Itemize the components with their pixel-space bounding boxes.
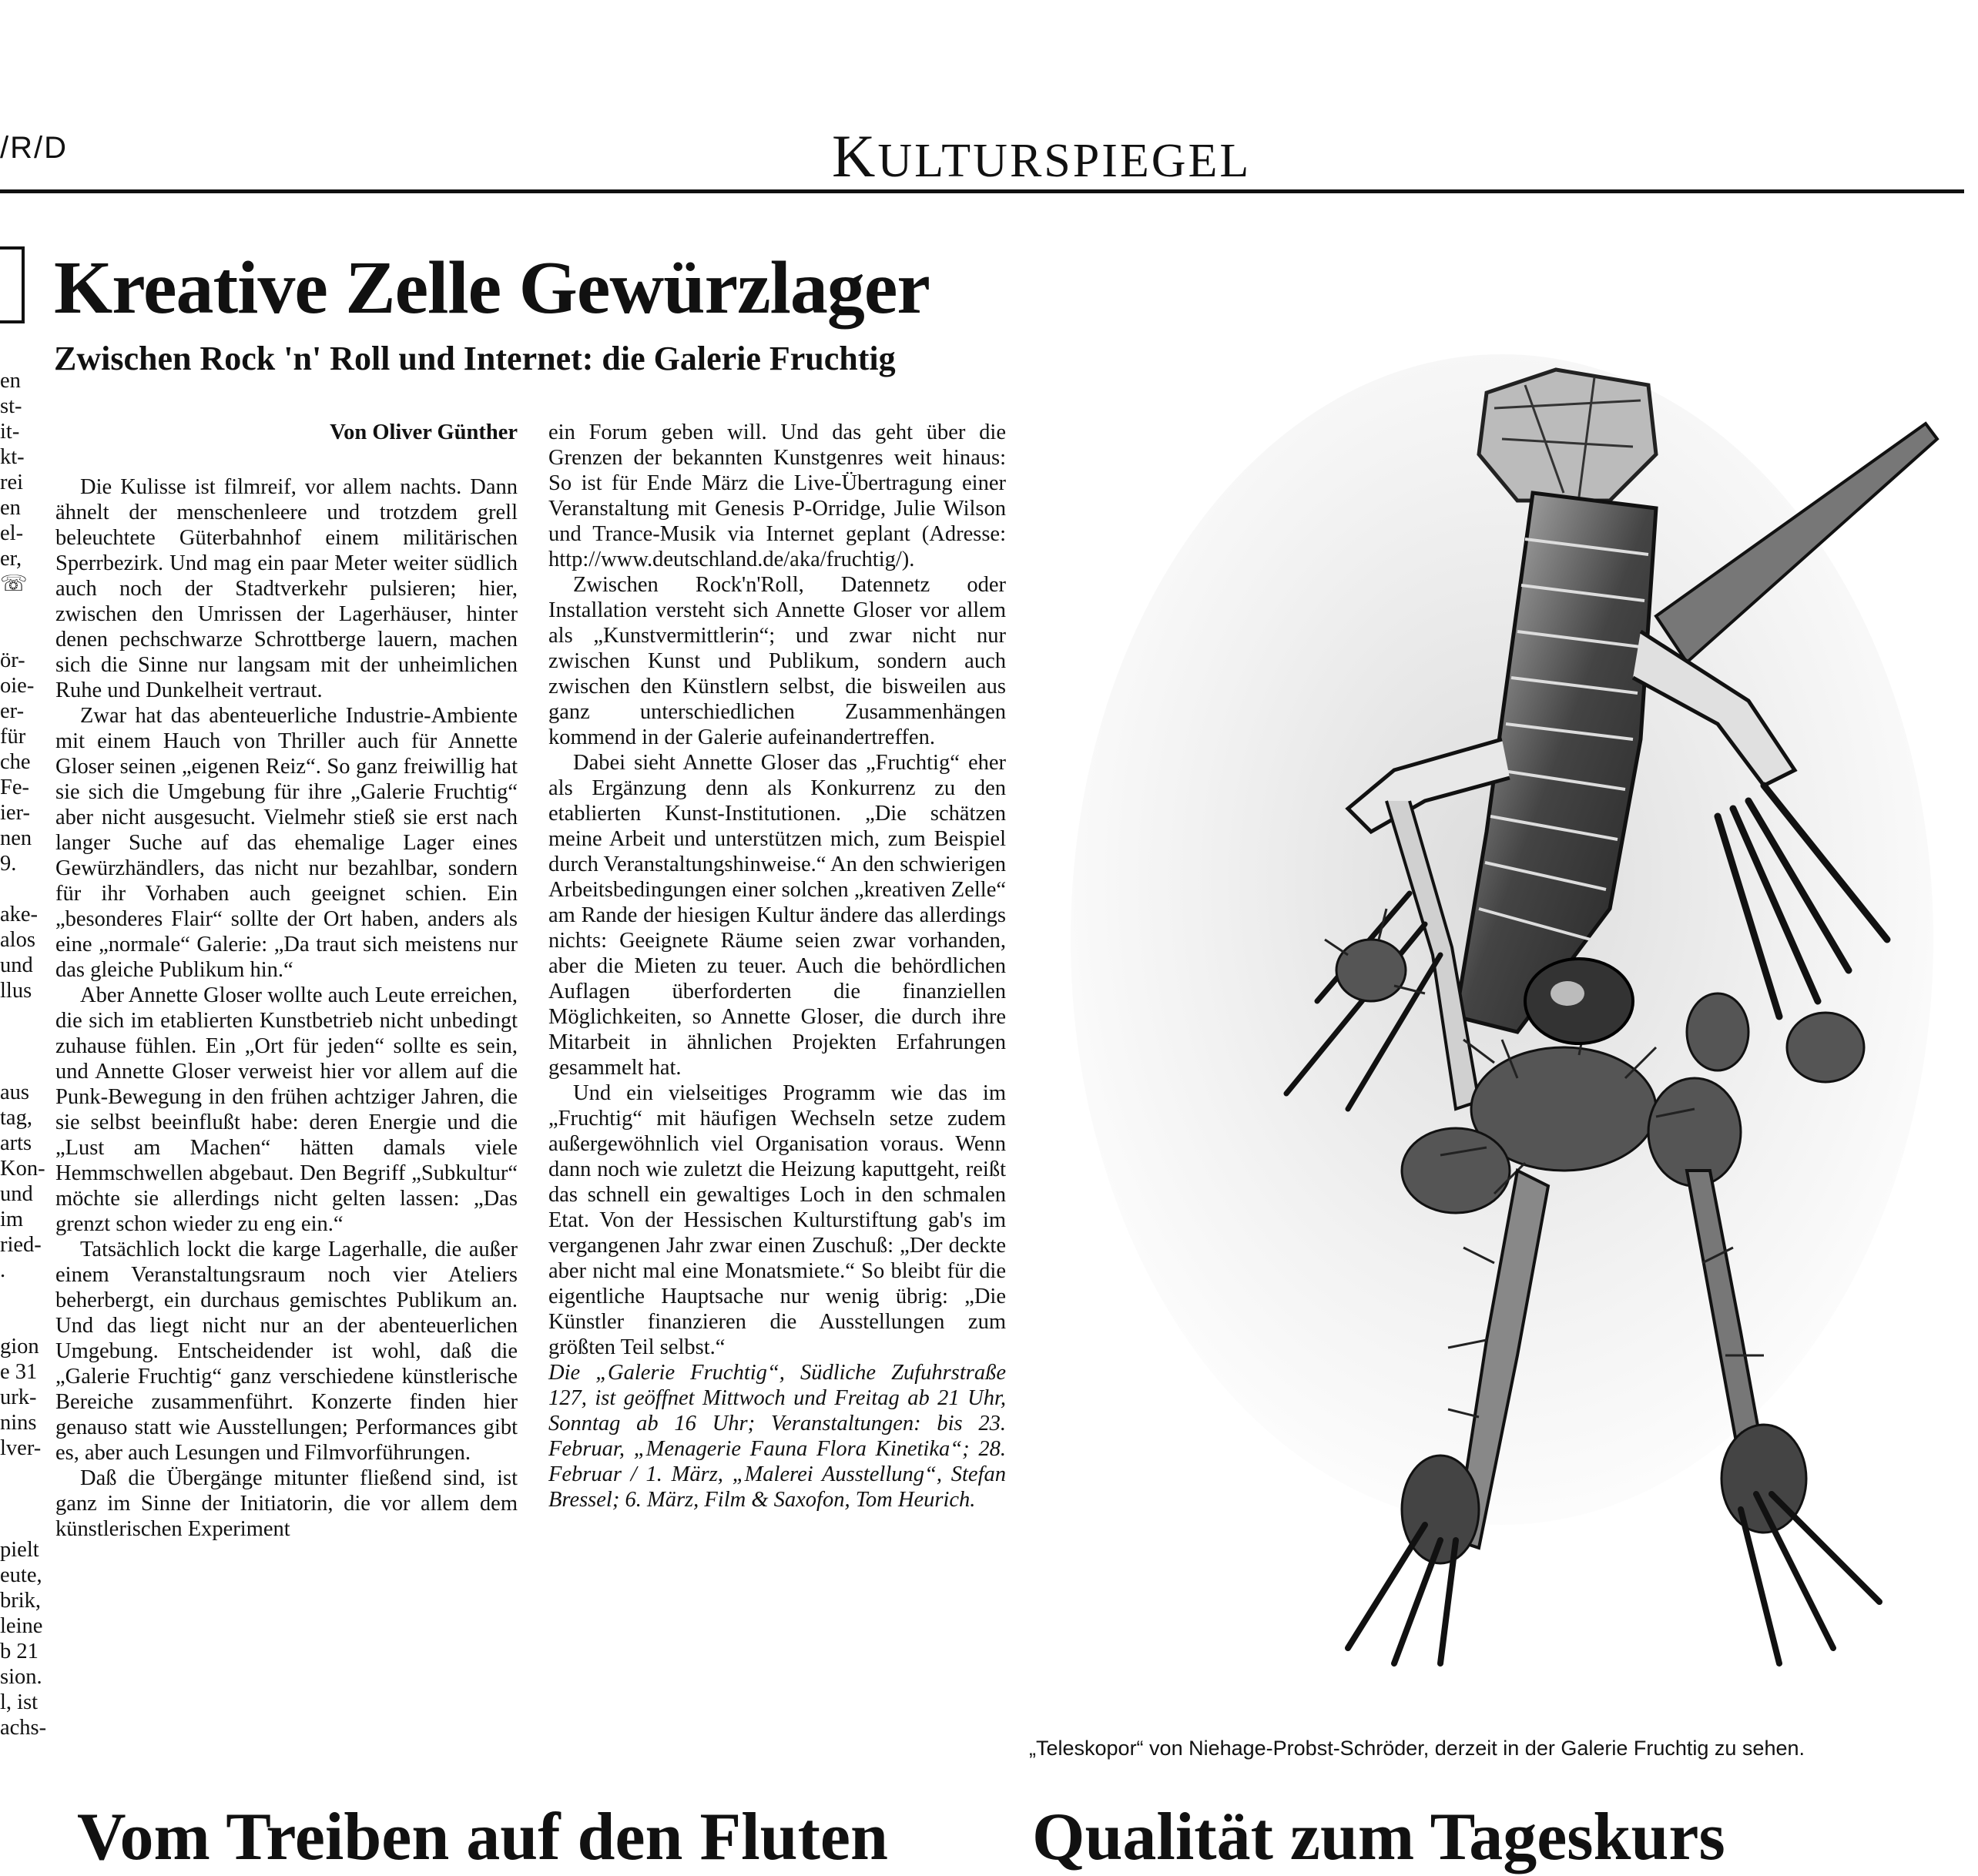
- paragraph: Aber Annette Gloser wollte auch Leute erreichen, die sich im etablierten Kunstbetrieb nicht unbedingt zuhause fühlen. Ein „Ort für jeden“ sollte es sein, und Annette Gloser verweist hier vor allem auf die Punk-Bewegung in den frühen achtziger Jahren, die sie selbst beeinflußt habe: deren Energie und die „Lust am Machen“ hätten damals viele Hemmschwellen abgebaut. Den Begriff „Subkultur“ möchte sie allerdings nicht gelten lassen: „Das grenzt schon wieder zu eng ein.“: [55, 983, 518, 1236]
- adjacent-column-fragment: pielt: [0, 1538, 39, 1562]
- paragraph: Daß die Übergänge mitunter fließend sind, ist ganz im Sinne der Initiatorin, die vor allem dem künstlerischen Experiment: [55, 1466, 518, 1541]
- adjacent-column-fragment: st-: [0, 394, 22, 418]
- adjacent-column-fragment: ier-: [0, 801, 30, 825]
- adjacent-column-fragment: [0, 1054, 34, 1080]
- edition-label: /R/D: [0, 131, 68, 165]
- adjacent-column-fragment: Fe-: [0, 776, 29, 799]
- article-column-1: [55, 420, 518, 1542]
- next-article-headline-left: Vom Treiben auf den Fluten: [77, 1800, 888, 1874]
- adjacent-column-fragment: [0, 622, 34, 648]
- adjacent-column-fragment: nen: [0, 826, 32, 850]
- byline: Von Oliver Günther: [330, 420, 518, 444]
- gallery-info: Die „Galerie Fruchtig“, Südliche Zufuhrstraße 127, ist geöffnet Mittwoch und Freitag ab 21 Uhr, Sonntag ab 16 Uhr; Veranstaltungen: bis 23. Februar, „Menagerie Fauna Flora Kinetika“; 28. Februar / 1. März, „Malerei Ausstellung“, Stefan Bressel; 6. März, Film & Saxofon, Tom Heurich.: [548, 1361, 1006, 1512]
- adjacent-column-fragment: gion: [0, 1335, 39, 1358]
- adjacent-column-fragment: achs-: [0, 1716, 47, 1740]
- adjacent-column-fragment: rei: [0, 471, 24, 494]
- adjacent-box-edge: [0, 246, 25, 323]
- next-article-headline-right: Qualität zum Tageskurs: [1032, 1800, 1725, 1874]
- adjacent-column-fragment: [0, 876, 34, 902]
- adjacent-column-fragment: [0, 1283, 34, 1308]
- adjacent-column-fragment: [0, 597, 34, 622]
- adjacent-column-fragment: ried-: [0, 1233, 42, 1257]
- adjacent-column-fragment: ☏: [0, 572, 28, 596]
- paragraph: Dabei sieht Annette Gloser das „Fruchtig“ eher als Ergänzung denn als Konkurrenz zu den etablierten Kunst-Institutionen. „Die schätzen meine Arbeit und unterstützen mich, zum Beispiel durch Veranstaltungshinweise.“ An den schwierigen Arbeitsbedingungen einer solchen „kreativen Zelle“ am Rande der hiesigen Kultur ändere das allerdings nichts: Geeignete Räume seien zwar vorhanden, aber die Mieten zu teuer. Auch die behördlichen Auflagen überforderten die finanziellen Möglichkeiten, so Annette Gloser, die durch ihre Mitarbeit in ähnlichen Projekten Erfahrungen gesammelt hat.: [548, 751, 1006, 1080]
- adjacent-column-fragment: e 31: [0, 1360, 38, 1384]
- adjacent-column-fragment: im: [0, 1208, 24, 1231]
- adjacent-article-column: [0, 368, 47, 1740]
- section-header: [832, 122, 1251, 191]
- adjacent-column-fragment: alos: [0, 928, 35, 952]
- adjacent-column-fragment: [0, 1461, 34, 1486]
- adjacent-column-fragment: aus: [0, 1080, 29, 1104]
- adjacent-column-fragment: [0, 1486, 34, 1512]
- adjacent-column-fragment: sion.: [0, 1665, 42, 1689]
- adjacent-column-fragment: [0, 1308, 34, 1334]
- adjacent-column-fragment: en: [0, 496, 21, 520]
- article-column-2: [548, 420, 1006, 1513]
- adjacent-column-fragment: ör-: [0, 648, 25, 672]
- sculpture-photo: [1024, 339, 1949, 1725]
- paragraph: ein Forum geben will. Und das geht über die Grenzen der bekannten Kunstgenres weit hinaus: So ist für Ende März die Live-Übertragung einer Veranstaltung mit Genesis P-Orridge, Julie Wilson und Trance-Musik via Internet geplant (Adresse: http://www.deutschland.de/aka/fruchtig/).: [548, 420, 1006, 571]
- paragraph: Zwischen Rock'n'Roll, Datennetz oder Installation versteht sich Annette Gloser vor allem als „Kunstvermittlerin“; und zwar nicht nur zwischen Kunst und Publikum, sondern auch zwischen den Künstlern selbst, die bisweilen aus ganz unterschiedlichen Zusammenhängen kommend in der Galerie aufeinandertreffen.: [548, 573, 1006, 749]
- adjacent-column-fragment: l, ist: [0, 1690, 39, 1714]
- adjacent-column-fragment: llus: [0, 979, 32, 1003]
- paragraph: Tatsächlich lockt die karge Lagerhalle, die außer einem Veranstaltungsraum noch vier Ateliers beherbergt, ein durchaus gemischtes Publikum an. Und das liegt nicht nur an der abenteuerlichen Umgebung. Entscheidender ist wohl, daß die „Galerie Fruchtig“ ganz verschiedene künstlerische Bereiche zusammenführt. Konzerte finden hier genauso statt wie Ausstellungen; Performances gibt es, aber auch Lesungen und Filmvorführungen.: [55, 1238, 518, 1465]
- adjacent-column-fragment: nins: [0, 1411, 37, 1435]
- adjacent-column-fragment: che: [0, 750, 31, 774]
- adjacent-column-fragment: arts: [0, 1131, 32, 1155]
- paragraph: Zwar hat das abenteuerliche Industrie-Ambiente mit einem Hauch von Thriller auch für Annette Gloser seinen „eigenen Reiz“. So ganz freiwillig hat sie sich die Umgebung für ihre „Galerie Fruchtig“ aber nicht ausgesucht. Vielmehr stieß sie erst nach langer Suche auf das ehemalige Lager eines Gewürzhändlers, das nicht nur bezahlbar, sondern für ihr Vorhaben auch geeignet schien. Ein „besonderes Flair“ sollte der Ort haben, anders als eine „normale“ Galerie: „Da traut sich meistens nur das gleiche Publikum hin.“: [55, 704, 518, 982]
- adjacent-column-fragment: brik,: [0, 1589, 42, 1613]
- adjacent-column-fragment: el-: [0, 521, 24, 545]
- article-subheadline: Zwischen Rock 'n' Roll und Internet: die Galerie Fruchtig: [54, 340, 896, 377]
- adjacent-column-fragment: .: [0, 1258, 6, 1282]
- adjacent-column-fragment: [0, 1003, 34, 1029]
- adjacent-column-fragment: und: [0, 953, 33, 977]
- adjacent-column-fragment: lver-: [0, 1436, 42, 1460]
- adjacent-column-fragment: für: [0, 725, 26, 749]
- adjacent-column-fragment: b 21: [0, 1640, 39, 1663]
- adjacent-column-fragment: ake-: [0, 903, 39, 926]
- header-rule: [0, 189, 1964, 193]
- adjacent-column-fragment: er,: [0, 547, 22, 571]
- adjacent-column-fragment: Kon-: [0, 1157, 45, 1181]
- adjacent-column-fragment: kt-: [0, 445, 25, 469]
- paragraph: Und ein vielseitiges Programm wie das im „Fruchtig“ mit häufigen Wechseln setze zudem außergewöhnlich viel Organisation voraus. Wenn dann noch wie zuletzt die Heizung kaputtgeht, reißt das schnell ein gewaltiges Loch in den schmalen Etat. Von der Hessischen Kulturstiftung gab's im vergangenen Jahr zwar einen Zuschuß: „Der deckte aber nicht mal eine Monatsmiete.“ So bleibt für die eigentliche Hauptsache nur wenig übrig: „Die Künstler finanzieren die Ausstellungen zum größten Teil selbst.“: [548, 1081, 1006, 1359]
- section-header-rest: ULTURSPIEGEL: [877, 135, 1252, 187]
- adjacent-column-fragment: en: [0, 369, 21, 393]
- paragraph: Die Kulisse ist filmreif, vor allem nachts. Dann ähnelt der menschenleere und trotzdem grell beleuchtete Güterbahnhof einem militärischen Sperrbezirk. Und mag ein paar Meter weiter südlich auch noch der Stadtverkehr pulsieren; hier, zwischen den Umrissen der Lagerhäuser, hinter denen pechschwarze Schrottberge lauern, machen sich die Sinne nur langsam mit der unheimlichen Ruhe und Dunkelheit vertraut.: [55, 475, 518, 702]
- photo-caption: „Teleskopor“ von Niehage-Probst-Schröder, derzeit in der Galerie Fruchtig zu sehen.: [1029, 1737, 1805, 1760]
- adjacent-column-fragment: tag,: [0, 1106, 32, 1130]
- adjacent-column-fragment: it-: [0, 420, 20, 444]
- adjacent-column-fragment: und: [0, 1182, 33, 1206]
- adjacent-column-fragment: eute,: [0, 1563, 42, 1587]
- adjacent-column-fragment: [0, 1029, 34, 1054]
- adjacent-column-fragment: [0, 1512, 34, 1537]
- adjacent-column-fragment: oie-: [0, 674, 35, 698]
- adjacent-column-fragment: leine: [0, 1614, 43, 1638]
- adjacent-column-fragment: er-: [0, 699, 25, 723]
- section-header-initial: K: [832, 122, 878, 189]
- article-headline: Kreative Zelle Gewürzlager: [54, 246, 930, 330]
- adjacent-column-fragment: urk-: [0, 1385, 37, 1409]
- adjacent-column-fragment: 9.: [0, 852, 17, 876]
